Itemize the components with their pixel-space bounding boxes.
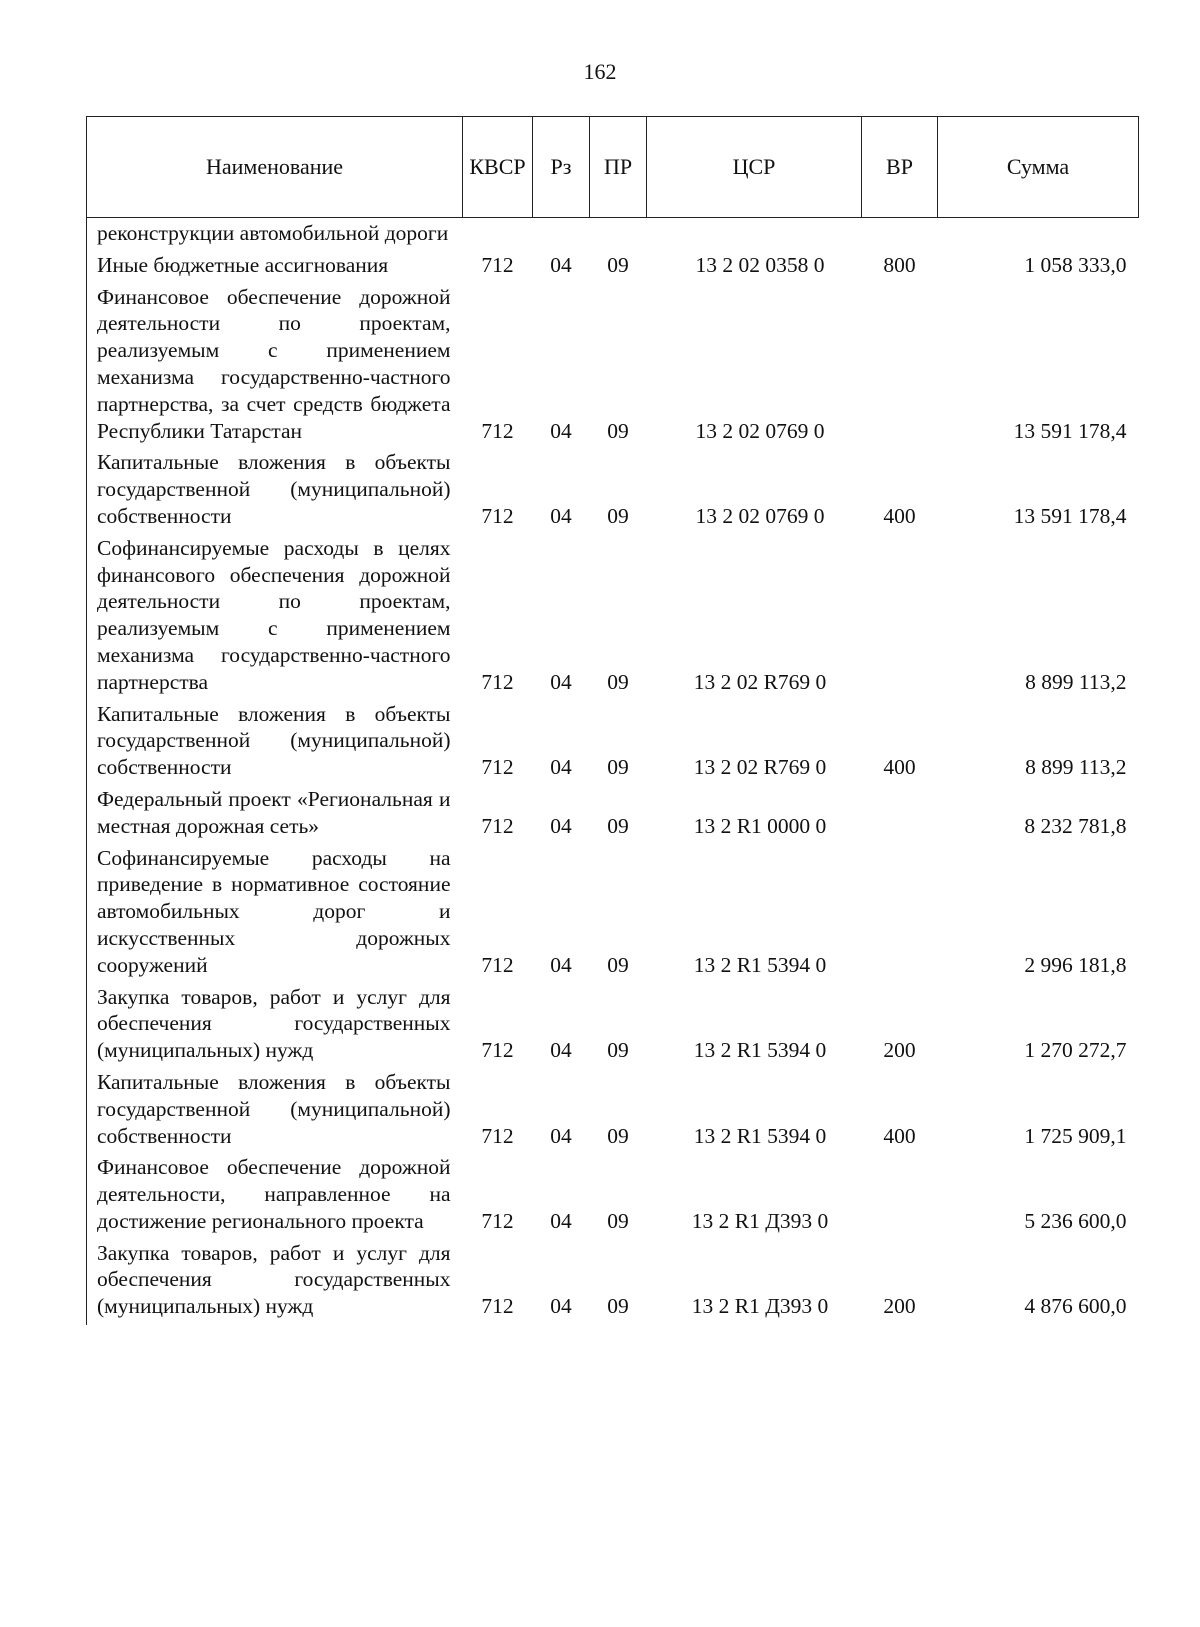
row-pr: 09 [607, 503, 629, 528]
row-csr: 13 2 R1 Д393 0 [691, 1208, 829, 1233]
row-pr: 09 [607, 669, 629, 694]
column-header-csr: ЦСР [647, 117, 862, 218]
row-pr: 09 [607, 418, 629, 443]
row-rz: 04 [550, 1208, 572, 1233]
row-vr: 200 [883, 1038, 916, 1063]
row-csr: 13 2 02 R769 0 [693, 755, 827, 780]
row-csr [647, 218, 862, 252]
column-header-vr: ВР [862, 117, 938, 218]
row-pr: 09 [607, 1123, 629, 1148]
row-csr: 13 2 R1 5394 0 [693, 952, 827, 977]
row-name: Капитальные вложения в объекты государственной (муниципальной) собственности [87, 701, 463, 786]
table-row [87, 1154, 1139, 1239]
row-kvsr: 712 [481, 952, 514, 977]
row-csr: 13 2 R1 5394 0 [693, 1123, 827, 1148]
row-name: Федеральный проект «Региональная и местная дорожная сеть» [87, 786, 463, 845]
row-kvsr: 712 [481, 755, 514, 780]
column-header-rz: Рз [533, 117, 590, 218]
row-name: Иные бюджетные ассигнования [87, 252, 463, 284]
table-row [87, 786, 1139, 845]
row-sum: 1 725 909,1 [1024, 1123, 1127, 1148]
row-sum: 13 591 178,4 [1013, 418, 1127, 443]
column-header-sum: Сумма [938, 117, 1139, 218]
row-vr: 400 [883, 503, 916, 528]
row-sum: 8 899 113,2 [1025, 755, 1127, 780]
row-pr: 09 [607, 755, 629, 780]
row-vr [862, 535, 938, 701]
budget-table [86, 116, 1139, 1325]
table-row [87, 1069, 1139, 1154]
row-sum: 1 270 272,7 [1024, 1038, 1127, 1063]
row-sum: 5 236 600,0 [1024, 1208, 1127, 1233]
column-header-pr: ПР [590, 117, 647, 218]
row-sum: 13 591 178,4 [1013, 503, 1127, 528]
row-name: Финансовое обеспечение дорожной деятельности по проектам, реализуемым с применением механизма государственно-частного партнерства, за счет средств бюджета Республики Татарстан [87, 284, 463, 450]
row-csr: 13 2 R1 5394 0 [693, 1038, 827, 1063]
row-csr: 13 2 02 0769 0 [695, 418, 825, 443]
row-vr: 800 [883, 252, 916, 277]
page-number: 162 [583, 59, 617, 84]
row-rz [533, 218, 590, 252]
row-csr: 13 2 02 0358 0 [695, 252, 825, 277]
table-row [87, 252, 1139, 284]
row-pr: 09 [607, 1038, 629, 1063]
row-sum: 8 232 781,8 [1024, 813, 1127, 838]
row-kvsr: 712 [481, 503, 514, 528]
row-name: реконструкции автомобильной дороги [87, 218, 463, 252]
table-row [87, 218, 1139, 252]
row-rz: 04 [550, 813, 572, 838]
row-rz: 04 [550, 1123, 572, 1148]
row-name: Закупка товаров, работ и услуг для обеспечения государственных (муниципальных) нужд [87, 1240, 463, 1325]
row-sum: 4 876 600,0 [1024, 1294, 1127, 1319]
row-kvsr: 712 [481, 1294, 514, 1319]
row-rz: 04 [550, 418, 572, 443]
row-csr: 13 2 R1 0000 0 [693, 813, 827, 838]
row-name: Капитальные вложения в объекты государственной (муниципальной) собственности [87, 1069, 463, 1154]
row-csr: 13 2 R1 Д393 0 [691, 1294, 829, 1319]
table-row [87, 449, 1139, 534]
row-name: Закупка товаров, работ и услуг для обеспечения государственных (муниципальных) нужд [87, 984, 463, 1069]
row-rz: 04 [550, 503, 572, 528]
column-header-kvsr: КВСР [463, 117, 533, 218]
row-name: Софинансируемые расходы в целях финансового обеспечения дорожной деятельности по проектам, реализуемым с применением механизма государственно-частного партнерства [87, 535, 463, 701]
row-rz: 04 [550, 952, 572, 977]
row-vr [862, 786, 938, 845]
table-row [87, 845, 1139, 984]
row-sum: 2 996 181,8 [1024, 952, 1127, 977]
row-kvsr: 712 [481, 813, 514, 838]
row-rz: 04 [550, 252, 572, 277]
budget-table-container [86, 116, 1138, 1325]
table-row [87, 701, 1139, 786]
row-rz: 04 [550, 669, 572, 694]
row-vr: 400 [883, 755, 916, 780]
row-vr [862, 1154, 938, 1239]
row-vr [862, 845, 938, 984]
row-vr: 400 [883, 1123, 916, 1148]
row-rz: 04 [550, 1038, 572, 1063]
table-row [87, 984, 1139, 1069]
row-pr [590, 218, 647, 252]
row-kvsr: 712 [481, 1208, 514, 1233]
row-vr [862, 284, 938, 450]
row-csr: 13 2 02 R769 0 [693, 669, 827, 694]
row-pr: 09 [607, 1294, 629, 1319]
table-body [87, 218, 1139, 1326]
row-csr: 13 2 02 0769 0 [695, 503, 825, 528]
column-header-name: Наименование [87, 117, 463, 218]
table-row [87, 284, 1139, 450]
row-pr: 09 [607, 952, 629, 977]
row-name: Финансовое обеспечение дорожной деятельности, направленное на достижение регионального проекта [87, 1154, 463, 1239]
row-vr [862, 218, 938, 252]
row-name: Софинансируемые расходы на приведение в нормативное состояние автомобильных дорог и искусственных дорожных сооружений [87, 845, 463, 984]
row-name: Капитальные вложения в объекты государственной (муниципальной) собственности [87, 449, 463, 534]
row-rz: 04 [550, 1294, 572, 1319]
row-sum [938, 218, 1139, 252]
row-kvsr: 712 [481, 669, 514, 694]
row-kvsr: 712 [481, 418, 514, 443]
row-sum: 1 058 333,0 [1024, 252, 1127, 277]
row-kvsr [463, 218, 533, 252]
table-header-row [87, 117, 1139, 218]
table-row [87, 1240, 1139, 1325]
row-pr: 09 [607, 252, 629, 277]
row-pr: 09 [607, 813, 629, 838]
table-header [87, 117, 1139, 218]
row-kvsr: 712 [481, 1038, 514, 1063]
row-rz: 04 [550, 755, 572, 780]
row-kvsr: 712 [481, 252, 514, 277]
row-vr: 200 [883, 1294, 916, 1319]
table-row [87, 535, 1139, 701]
row-kvsr: 712 [481, 1123, 514, 1148]
row-sum: 8 899 113,2 [1025, 669, 1127, 694]
row-pr: 09 [607, 1208, 629, 1233]
